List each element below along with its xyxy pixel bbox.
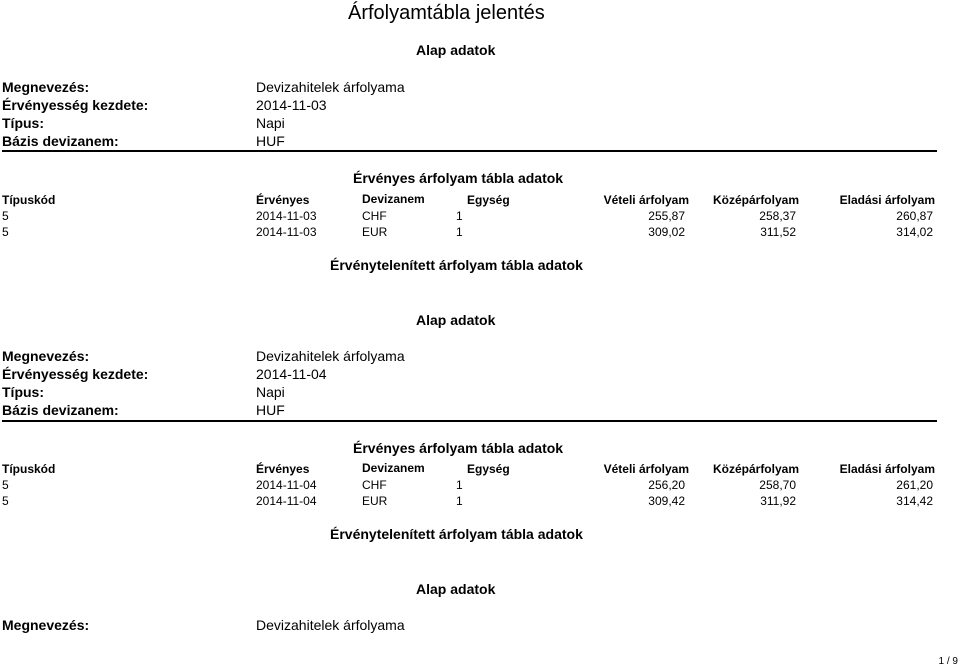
col-ervenyes: Érvényes [256,462,310,476]
ervenyes-tabla-heading: Érvényes árfolyam tábla adatok [353,170,564,186]
cell-tipuskod: 5 [2,225,9,239]
cell-eladasi: 314,42 [896,494,933,508]
report-title: Árfolyamtábla jelentés [348,2,545,24]
cell-veteli: 309,42 [648,494,685,508]
bazis-label: Bázis devizanem: [2,402,119,418]
cell-devizanem: CHF [362,209,387,223]
cell-tipuskod: 5 [2,478,9,492]
tipus-value: Napi [256,115,285,131]
col-veteli: Vételi árfolyam [603,462,689,476]
cell-tipuskod: 5 [2,494,9,508]
tipus-label: Típus: [2,384,44,400]
cell-ervenyes: 2014-11-04 [256,494,317,508]
col-devizanem: Devizanem [362,461,425,475]
ervenyesseg-value: 2014-11-03 [256,97,327,113]
cell-ervenyes: 2014-11-04 [256,478,317,492]
tipus-value: Napi [256,384,285,400]
cell-egyseg: 1 [456,225,463,239]
cell-devizanem: CHF [362,478,387,492]
col-kozep: Középárfolyam [712,462,799,476]
page-number: 1 / 9 [938,656,958,667]
col-devizanem: Devizanem [362,192,425,206]
bazis-value: HUF [256,133,285,149]
megnevezes-label: Megnevezés: [2,79,90,95]
col-egyseg: Egység [467,193,510,207]
ervenyesseg-label: Érvényesség kezdete: [2,97,149,113]
section-divider [2,420,937,422]
ervenyesseg-value: 2014-11-04 [256,366,327,382]
cell-egyseg: 1 [456,209,463,223]
ervenyes-tabla-heading: Érvényes árfolyam tábla adatok [353,440,564,456]
col-kozep: Középárfolyam [712,193,799,207]
megnevezes-value: Devizahitelek árfolyama [256,79,405,95]
col-ervenyes: Érvényes [256,193,310,207]
cell-kozep: 258,70 [759,478,796,492]
bazis-label: Bázis devizanem: [2,133,119,149]
cell-ervenyes: 2014-11-03 [256,209,317,223]
megnevezes-value: Devizahitelek árfolyama [256,348,405,364]
cell-tipuskod: 5 [2,209,9,223]
megnevezes-label: Megnevezés: [2,617,90,633]
cell-eladasi: 260,87 [896,209,933,223]
cell-veteli: 256,20 [648,478,685,492]
cell-egyseg: 1 [456,494,463,508]
col-tipuskod: Típuskód [2,193,56,207]
cell-kozep: 311,52 [760,225,796,239]
alap-adatok-heading: Alap adatok [416,312,496,328]
section-divider [2,150,937,152]
cell-egyseg: 1 [456,478,463,492]
cell-kozep: 258,37 [759,209,796,223]
ervenyesseg-label: Érvényesség kezdete: [2,366,149,382]
cell-veteli: 309,02 [648,225,685,239]
col-egyseg: Egység [467,462,510,476]
col-eladasi: Eladási árfolyam [839,193,935,207]
col-tipuskod: Típuskód [2,462,56,476]
cell-eladasi: 261,20 [896,478,933,492]
cell-kozep: 311,92 [760,494,796,508]
alap-adatok-heading: Alap adatok [416,581,496,597]
tipus-label: Típus: [2,115,44,131]
megnevezes-value: Devizahitelek árfolyama [256,617,405,633]
cell-devizanem: EUR [362,494,388,508]
col-veteli: Vételi árfolyam [603,193,689,207]
alap-adatok-heading: Alap adatok [416,42,496,58]
col-eladasi: Eladási árfolyam [839,462,935,476]
cell-veteli: 255,87 [648,209,685,223]
ervenytelen-tabla-heading: Érvénytelenített árfolyam tábla adatok [330,257,583,273]
cell-ervenyes: 2014-11-03 [256,225,317,239]
ervenytelen-tabla-heading: Érvénytelenített árfolyam tábla adatok [330,526,583,542]
cell-eladasi: 314,02 [896,225,933,239]
bazis-value: HUF [256,402,285,418]
cell-devizanem: EUR [362,225,388,239]
megnevezes-label: Megnevezés: [2,348,90,364]
